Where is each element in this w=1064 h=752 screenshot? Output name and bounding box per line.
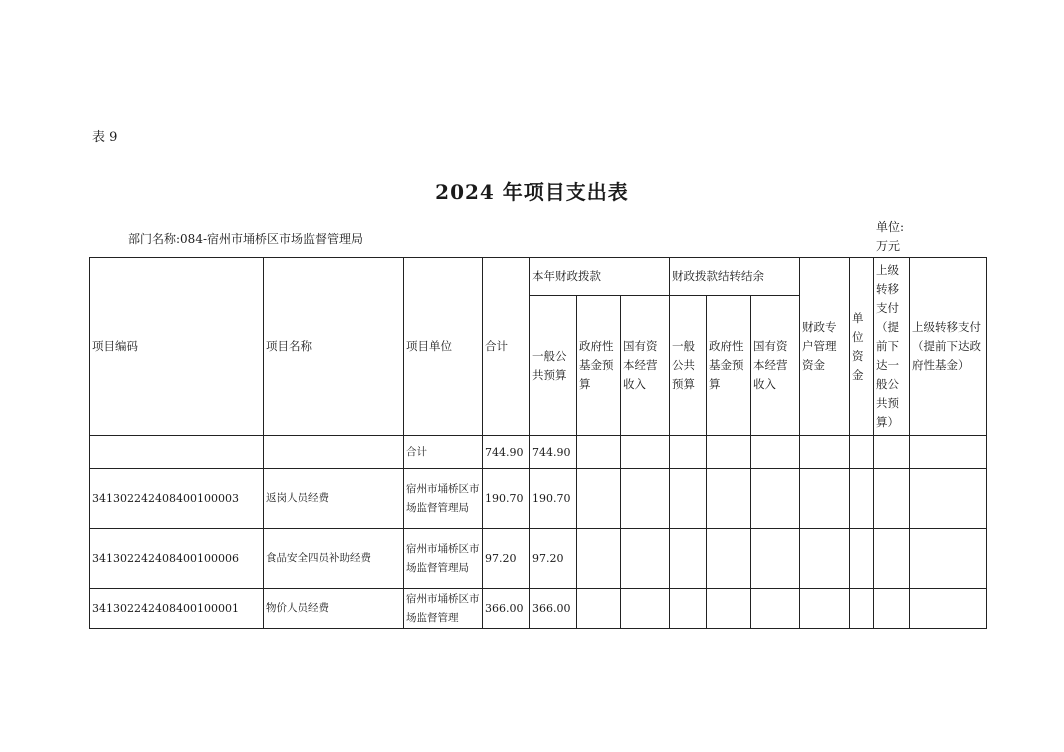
col-group-carryover: 财政拨款结转结余 xyxy=(670,258,800,296)
project-unit: 宿州市埇桥区市场监督管理局 xyxy=(404,529,483,589)
unit-label xyxy=(876,218,904,256)
col-header-special-fund: 财政专户管理资金 xyxy=(800,258,850,436)
col-header-transfer-general: 上级转移支付（提前下达一般公共预算） xyxy=(874,258,910,436)
project-name: 物价人员经费 xyxy=(264,589,404,629)
total-general-public: 744.90 xyxy=(530,436,577,469)
unit-label-text: 单位: xyxy=(876,220,905,234)
project-general-public: 190.70 xyxy=(530,469,577,529)
cell-empty xyxy=(90,436,264,469)
col-header-co-state-capital: 国有资本经营收入 xyxy=(751,296,800,436)
cell-empty xyxy=(264,436,404,469)
col-header-total: 合计 xyxy=(483,258,530,436)
page-title: 2024 年项目支出表 xyxy=(435,180,629,204)
department-label: 部门名称:084-宿州市埇桥区市场监督管理局 xyxy=(128,232,364,246)
col-header-co-general-public: 一般公共预算 xyxy=(670,296,707,436)
table-number: 表 9 xyxy=(92,130,118,145)
col-header-unit: 项目单位 xyxy=(404,258,483,436)
table-row xyxy=(90,529,987,589)
project-general-public: 97.20 xyxy=(530,529,577,589)
project-expenditure-table xyxy=(89,257,987,629)
col-header-gov-fund: 政府性基金预算 xyxy=(577,296,621,436)
col-header-general-public: 一般公共预算 xyxy=(530,296,577,436)
project-total: 190.70 xyxy=(483,469,530,529)
project-name: 返岗人员经费 xyxy=(264,469,404,529)
col-header-code: 项目编码 xyxy=(90,258,264,436)
project-code: 341302242408400100001 xyxy=(90,589,264,629)
total-amount: 744.90 xyxy=(483,436,530,469)
col-header-state-capital: 国有资本经营收入 xyxy=(621,296,670,436)
table-row xyxy=(90,589,987,629)
header-row-1 xyxy=(90,258,987,296)
col-header-name: 项目名称 xyxy=(264,258,404,436)
project-code: 341302242408400100006 xyxy=(90,529,264,589)
project-code: 341302242408400100003 xyxy=(90,469,264,529)
project-unit: 宿州市埇桥区市场监督管理 xyxy=(404,589,483,629)
total-label: 合计 xyxy=(404,436,483,469)
project-name: 食品安全四员补助经费 xyxy=(264,529,404,589)
total-row xyxy=(90,436,987,469)
project-general-public: 366.00 xyxy=(530,589,577,629)
col-header-unit-fund: 单位资金 xyxy=(850,258,874,436)
table-row xyxy=(90,469,987,529)
col-group-current-year: 本年财政拨款 xyxy=(530,258,670,296)
col-header-transfer-gov-fund: 上级转移支付（提前下达政府性基金） xyxy=(910,258,987,436)
project-total: 366.00 xyxy=(483,589,530,629)
unit-value-text: 万元 xyxy=(876,239,901,253)
project-total: 97.20 xyxy=(483,529,530,589)
project-unit: 宿州市埇桥区市场监督管理局 xyxy=(404,469,483,529)
col-header-co-gov-fund: 政府性基金预算 xyxy=(707,296,751,436)
